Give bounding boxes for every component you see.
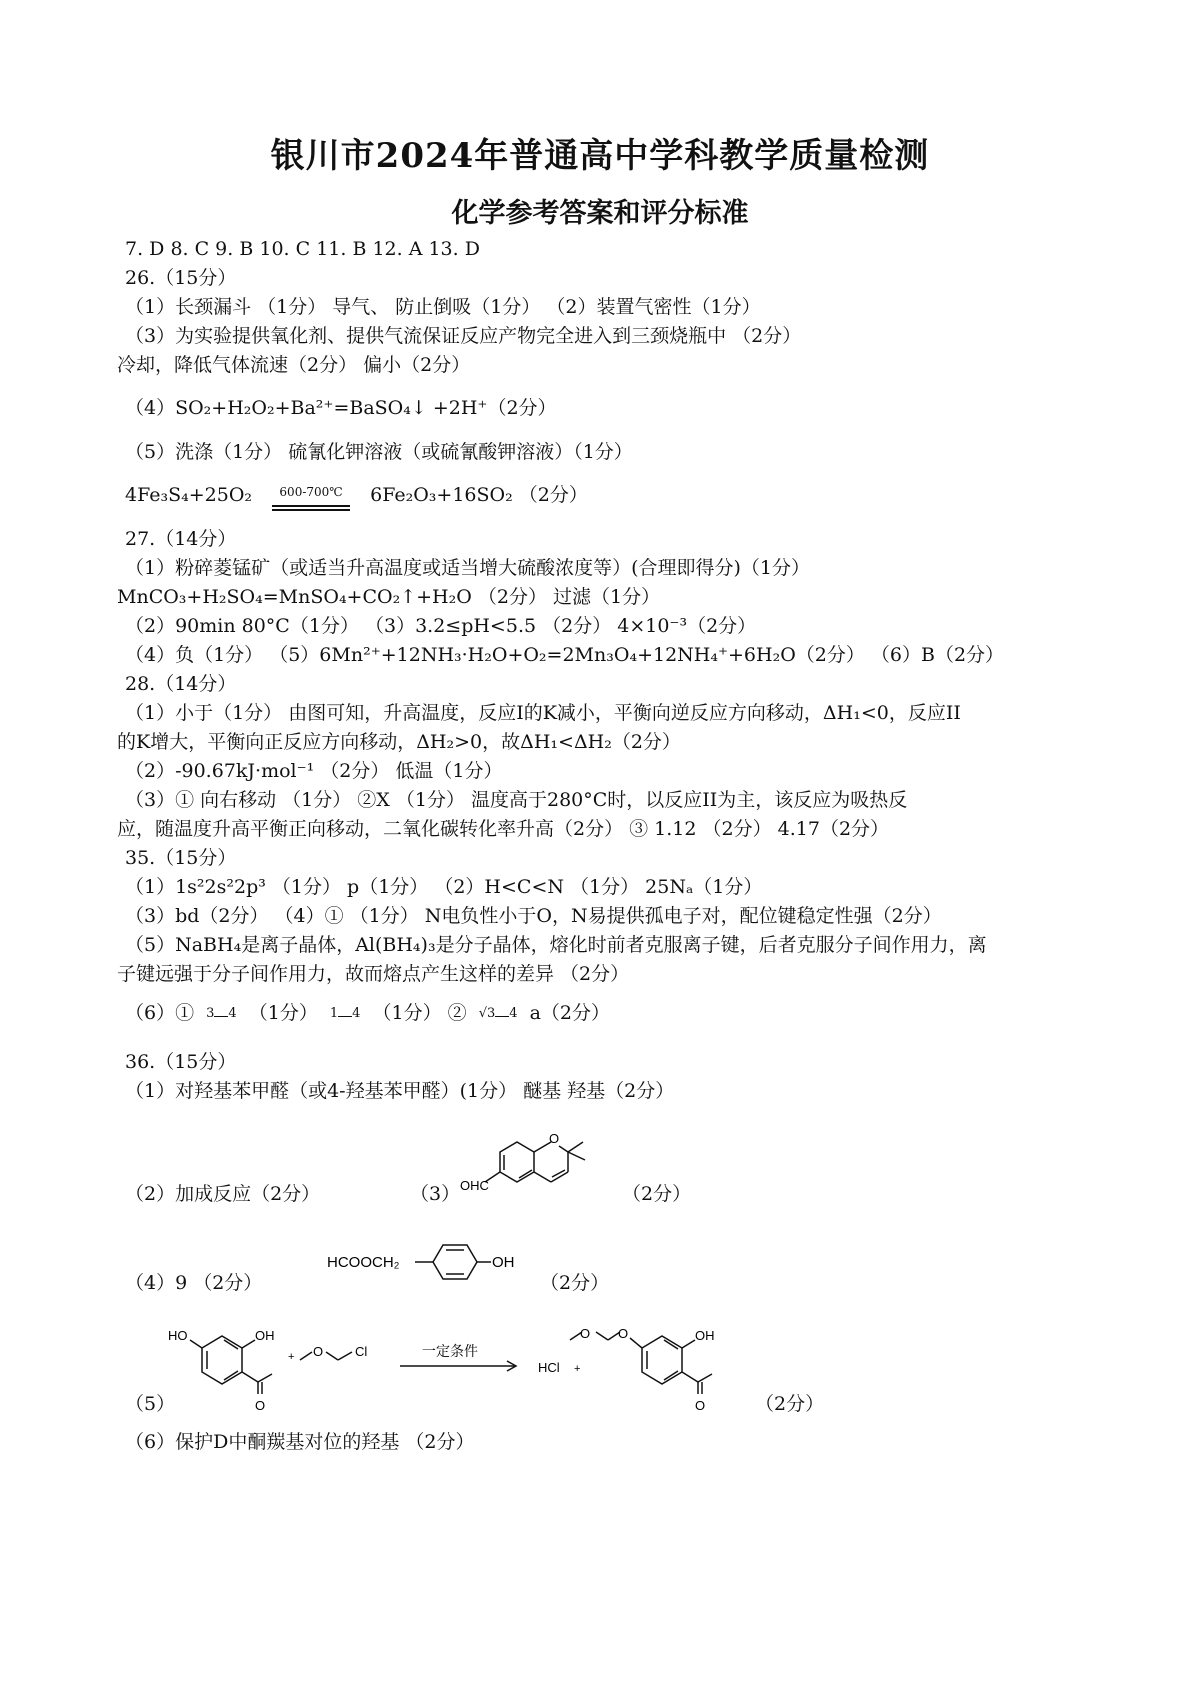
hydroxyl-label: OH [492, 1254, 515, 1271]
q26-equation [125, 480, 588, 511]
q27-line-4: （4）负（1分） （5）6Mn²⁺+12NH₃·H₂O+O₂=2Mn₃O₄+12NH₄⁺+6H₂O（2分） （6）B（2分） [125, 644, 1005, 666]
q27-line-1: （1）粉碎菱锰矿（或适当升高温度或适当增大硫酸浓度等）(合理即得分)（1分） [125, 557, 811, 579]
q36-heading: 36.（15分） [125, 1051, 237, 1073]
q35-line-2: （3）bd（2分） （4）① （1分） N电负性小于O，N易提供孤电子对，配位键稳定性强（2分） [125, 905, 942, 927]
reaction-scheme [160, 1318, 740, 1418]
aldehyde-label: OHC [460, 1178, 489, 1193]
q35-line-5: （6）① 3 4 （1分） 1 4 （1分） ② √3 4 a（2分） [125, 1002, 610, 1024]
page-subtitle: 化学参考答案和评分标准 [451, 198, 749, 229]
q26-line-4: （4）SO₂+H₂O₂+Ba²⁺=BaSO₄↓ +2H⁺（2分） [125, 397, 557, 419]
reactant-ho-label: HO [168, 1328, 188, 1343]
product-oxygen-1: O [580, 1326, 591, 1341]
q26-line-2: （3）为实验提供氧化剂、提供气流保证反应产物完全进入到三颈烧瓶中 （2分） [125, 325, 802, 347]
product-carbonyl-o: O [695, 1398, 706, 1413]
formate-label: HCOOCH₂ [327, 1254, 400, 1271]
q26-line-1: （1）长颈漏斗 （1分） 导气、 防止倒吸（1分） （2）装置气密性（1分） [125, 296, 761, 318]
mc-answers: 7. D 8. C 9. B 10. C 11. B 12. A 13. D [125, 238, 480, 260]
plus-sign: + [574, 1363, 581, 1375]
q35-6-label: （6）① [125, 1002, 195, 1024]
q27-line-3: （2）90min 80°C（1分） （3）3.2≤pH<5.5 （2分） 4×10⁻³（2分） [125, 615, 757, 637]
q26-line-5: （5）洗涤（1分） 硫氰化钾溶液（或硫氰酸钾溶液）（1分） [125, 441, 633, 463]
q26-line-3: 冷却，降低气体流速（2分） 偏小（2分） [117, 354, 471, 376]
q35-line-1: （1）1s²2s²2p³ （1分） p（1分） （2）H<C<N （1分） 25Nₐ（1分） [125, 876, 763, 898]
q36-line-4a: （5） [125, 1393, 176, 1415]
q36-line-2c: （2分） [622, 1183, 692, 1205]
q35-line-3: （5）NaBH₄是离子晶体，Al(BH₄)₃是分子晶体，熔化时前者克服离子键，后者克服分子间作用力，离 [125, 934, 987, 956]
hcl-label: HCl [538, 1360, 560, 1375]
fraction: √3 4 [478, 1006, 518, 1021]
q28-line-1: （1）小于（1分） 由图可知，升高温度，反应I的K减小，平衡向逆反应方向移动，ΔH₁<0，反应II [125, 702, 961, 724]
q28-heading: 28.（14分） [125, 673, 237, 695]
q27-heading: 27.（14分） [125, 528, 237, 550]
fraction: 3 4 [206, 1006, 237, 1021]
q35-line-4: 子键远强于分子间作用力，故而熔点产生这样的差异 （2分） [117, 963, 630, 985]
q26-heading: 26.（15分） [125, 267, 237, 289]
q28-line-2: 的K增大，平衡向正反应方向移动，ΔH₂>0，故ΔH₁<ΔH₂（2分） [117, 731, 681, 753]
page-title: 银川市2024年普通高中学科教学质量检测 [270, 136, 930, 176]
reactant-oh-label: OH [255, 1328, 275, 1343]
reactant-carbonyl-o: O [255, 1398, 266, 1413]
structure-chromene [455, 1110, 615, 1200]
ring-oxygen: O [549, 1131, 560, 1146]
q36-line-2b: （3） [410, 1183, 461, 1205]
fraction: 1 4 [329, 1006, 361, 1021]
mom-oxygen: O [313, 1344, 324, 1359]
q35-heading: 35.（15分） [125, 847, 237, 869]
structure-4-hydroxybenzyl-formate [325, 1232, 535, 1292]
product-oxygen-2: O [618, 1326, 629, 1341]
reaction-condition: 一定条件 [422, 1344, 478, 1360]
q28-line-3: （2）-90.67kJ·mol⁻¹ （2分） 低温（1分） [125, 760, 503, 782]
q36-line-2a: （2）加成反应（2分） [125, 1183, 321, 1205]
q36-line-5: （6）保护D中酮羰基对位的羟基 （2分） [125, 1431, 475, 1453]
chloro-label: Cl [355, 1344, 368, 1359]
q36-line-1: （1）对羟基苯甲醛（或4-羟基苯甲醛）(1分） 醚基 羟基（2分） [125, 1080, 675, 1102]
q27-line-2: MnCO₃+H₂SO₄=MnSO₄+CO₂↑+H₂O （2分） 过滤（1分） [117, 586, 661, 608]
eq-condition: 600-700℃ [279, 485, 343, 499]
eq-right: 6Fe₂O₃+16SO₂ （2分） [370, 483, 588, 506]
plus-sign: + [288, 1351, 295, 1363]
q36-line-3a: （4）9 （2分） [125, 1272, 263, 1294]
q36-line-4b: （2分） [755, 1393, 825, 1415]
q28-line-5: 应，随温度升高平衡正向移动，二氧化碳转化率升高（2分） ③ 1.12 （2分） 4.17（2分） [117, 818, 890, 840]
q28-line-4: （3）① 向右移动 （1分） ②X （1分） 温度高于280°C时，以反应II为主，该反应为吸热反 [125, 789, 908, 811]
q36-line-3b: （2分） [540, 1272, 610, 1294]
eq-left: 4Fe₃S₄+25O₂ [125, 483, 253, 506]
product-oh-label: OH [695, 1328, 715, 1343]
eq-arrow [272, 480, 350, 511]
